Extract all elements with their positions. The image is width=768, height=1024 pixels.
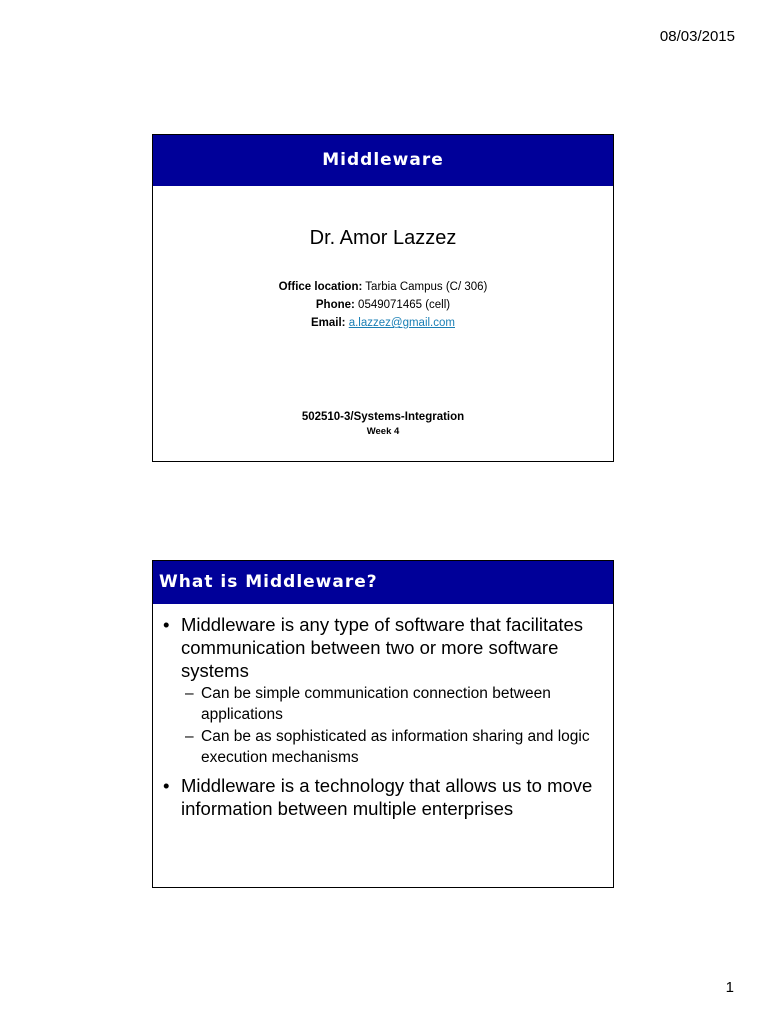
bullet-item bbox=[163, 774, 605, 820]
bullet-marker: • bbox=[163, 614, 170, 635]
sub-bullet-marker: – bbox=[185, 685, 194, 702]
week-label: Week 4 bbox=[366, 426, 400, 437]
bullet-text: Middleware is any type of software that facilitates communication between two or more software systems bbox=[181, 614, 584, 681]
email-link[interactable]: a.lazzez@gmail.com bbox=[348, 317, 455, 329]
bullet-list bbox=[163, 613, 605, 820]
slide-title: What is Middleware? bbox=[153, 561, 613, 604]
office-value: Tarbia Campus (C/ 306) bbox=[362, 281, 488, 293]
bullet-item bbox=[163, 613, 605, 682]
office-label: Office location: bbox=[278, 281, 363, 293]
content-slide bbox=[152, 560, 614, 888]
sub-bullet-text: Can be simple communication connection between applications bbox=[201, 685, 551, 723]
office-location bbox=[153, 281, 613, 293]
slide-title: Middleware bbox=[153, 135, 613, 186]
sub-bullet-item bbox=[163, 684, 605, 725]
email-label: Email: bbox=[311, 317, 346, 329]
phone-value: 0549071465 (cell) bbox=[354, 299, 451, 311]
phone-label: Phone: bbox=[315, 299, 355, 311]
page-number: 1 bbox=[725, 979, 734, 996]
sub-bullet-marker: – bbox=[185, 728, 194, 745]
title-slide bbox=[152, 134, 614, 462]
page-date: 08/03/2015 bbox=[659, 28, 735, 45]
author-name: Dr. Amor Lazzez bbox=[309, 227, 457, 249]
email bbox=[153, 317, 613, 329]
bullet-marker: • bbox=[163, 775, 170, 796]
sub-bullet-text: Can be as sophisticated as information sharing and logic execution mechanisms bbox=[201, 728, 590, 766]
phone bbox=[153, 299, 613, 311]
course-code: 502510-3/Systems-Integration bbox=[301, 411, 465, 423]
sub-bullet-item bbox=[163, 727, 605, 768]
bullet-text: Middleware is a technology that allows us to move information between multiple enterprises bbox=[181, 775, 593, 819]
